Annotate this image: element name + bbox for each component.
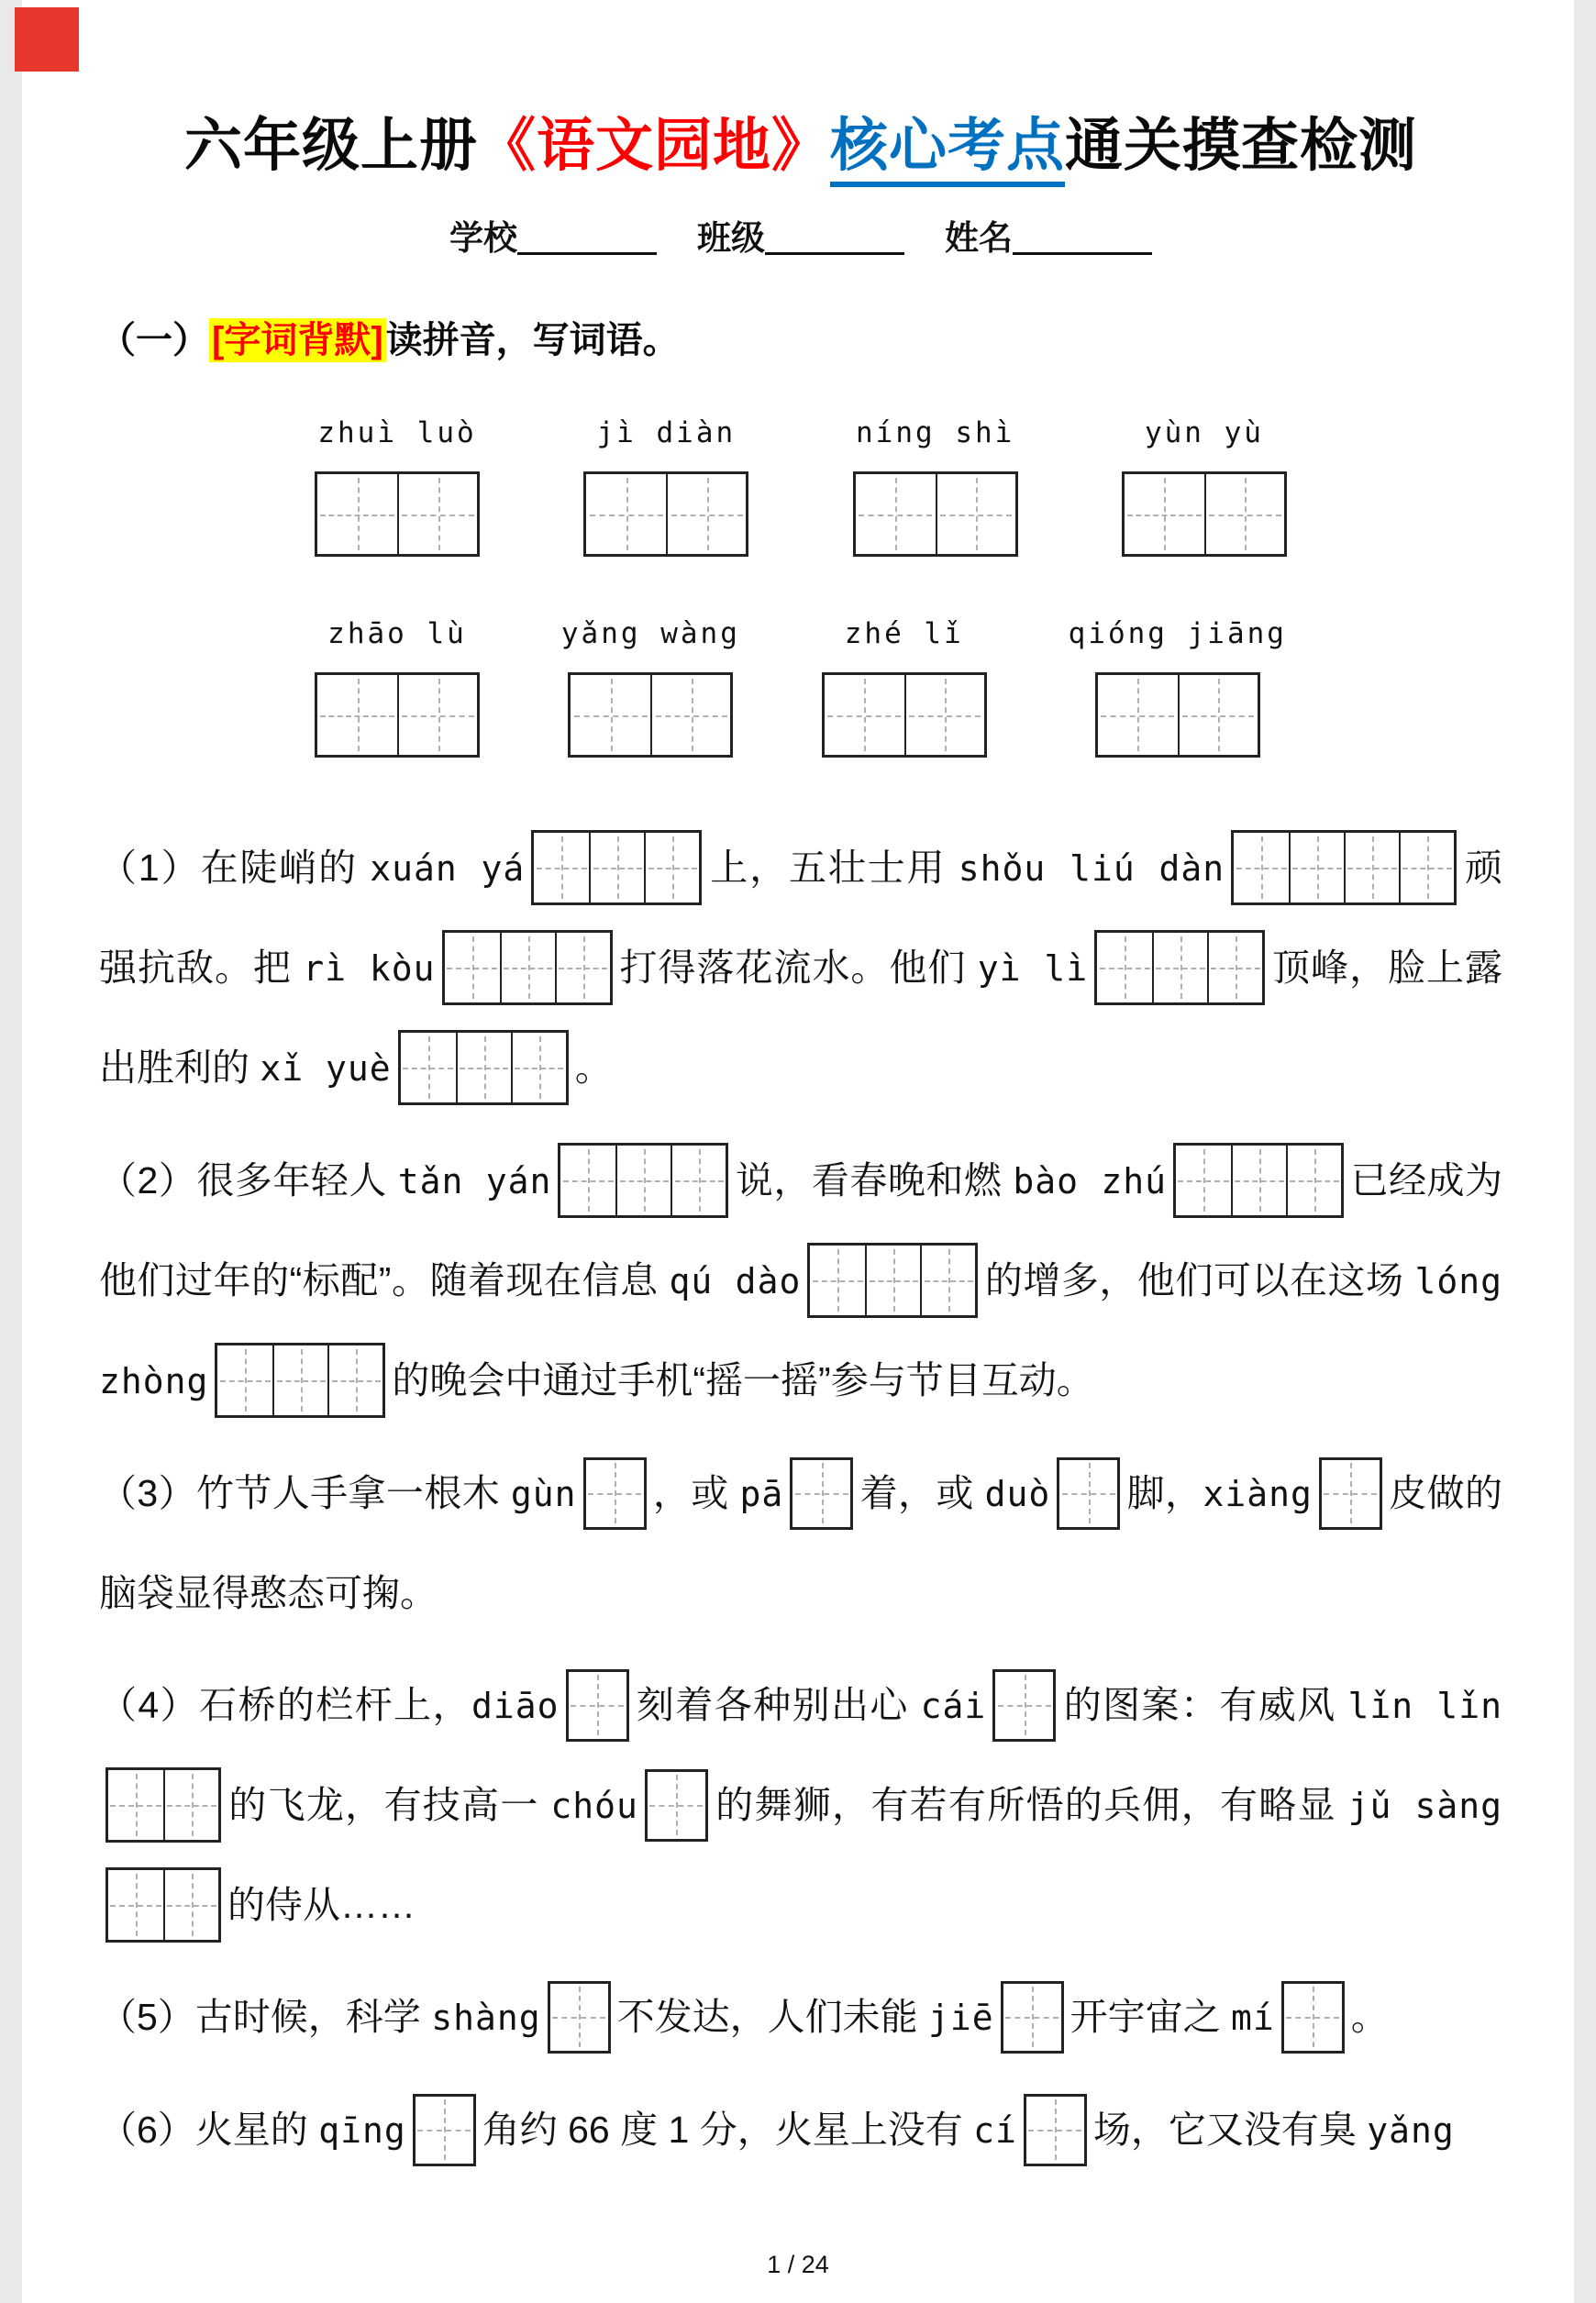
answer-grid[interactable] [398,1030,569,1105]
pinyin-text: jiē [927,1998,994,2038]
pinyin-word-block [822,617,987,758]
pinyin-text: xuán yá [370,848,526,889]
grid-cell[interactable] [1286,1146,1341,1215]
pinyin-row [315,416,1287,557]
answer-grid[interactable] [1122,471,1287,557]
cell-dashed-hline [1347,868,1396,869]
question-text: 顽强抗敌。把 [99,847,1502,989]
title-book-name: 《语文园地》 [478,114,830,178]
pinyin-label: níng shì [856,416,1015,449]
answer-grid[interactable] [1095,672,1260,758]
question-text: （1）在陡峭的 [99,847,371,889]
cell-dashed-hline [1100,968,1150,969]
info-label-school: 学校 [449,219,517,257]
answer-grid[interactable] [1057,1457,1120,1530]
grid-cell[interactable] [327,1345,382,1415]
cell-dashed-hline [1062,1493,1115,1495]
grid-cell[interactable] [511,1033,566,1102]
pinyin-text: jǔ sàng [1347,1786,1503,1826]
pinyin-text: xiàng [1203,1474,1313,1514]
grid-cell[interactable] [648,1772,705,1839]
cell-dashed-hline [1209,515,1280,516]
grid-cell[interactable] [108,1770,163,1840]
cell-dashed-hline [925,1280,973,1282]
question-paragraph [99,2080,1502,2180]
cell-dashed-hline [1402,868,1451,869]
question-paragraph [99,1655,1502,1954]
question-text: （4）石桥的栏杆上， [99,1684,471,1726]
question-paragraph [99,818,1502,1118]
question-text: 的图案：有威风 [1062,1684,1348,1726]
grid-cell[interactable] [416,2097,473,2164]
cell-dashed-hline [320,715,393,717]
grid-cell[interactable] [317,474,397,554]
info-field-school [449,219,657,257]
question-text: 场，它又没有臭 [1092,2109,1368,2151]
cell-dashed-hline [320,515,393,516]
cell-dashed-hline [1235,1180,1283,1182]
pinyin-word-block [1122,416,1287,557]
grid-cell[interactable] [1059,1460,1117,1527]
question-text: 皮做的脑袋显得憨态可掬。 [99,1472,1502,1614]
pinyin-text: yì lì [977,948,1089,989]
pinyin-text: mí [1231,1998,1275,2038]
pinyin-text: lóng zhòng [99,1261,1502,1401]
cell-dashed-hline [460,1068,508,1069]
question-text: 。 [574,1046,613,1089]
cell-dashed-hline [571,1705,624,1707]
title-grade: 六年级上册 [184,114,478,178]
grid-cell[interactable] [108,1870,163,1940]
question-text: 刻着各种别出心 [635,1684,921,1726]
cell-dashed-hline [827,715,901,717]
info-blank-student-name[interactable] [1013,216,1152,255]
pinyin-text: chóu [550,1786,638,1826]
pinyin-text: xǐ yuè [260,1048,392,1089]
pinyin-word-block [583,416,748,557]
pinyin-text: cí [973,2110,1017,2151]
grid-cell[interactable] [1344,833,1399,902]
pinyin-label: zhé lǐ [844,617,964,650]
grid-cell[interactable] [1289,833,1344,902]
grid-cell[interactable] [1178,675,1258,755]
answer-grid[interactable] [807,1243,978,1318]
grid-cell[interactable] [1097,933,1152,1002]
answer-grid[interactable] [1231,830,1457,905]
pinyin-text: qīng [318,2110,406,2151]
cell-dashed-hline [940,515,1012,516]
cell-dashed-hline [1236,868,1287,869]
cell-dashed-hline [795,1493,848,1495]
grid-cell[interactable] [571,675,650,755]
answer-grid[interactable] [215,1343,385,1418]
answer-grid[interactable] [105,1767,221,1843]
pinyin-text: yǎng [1367,2110,1455,2151]
grid-cell[interactable] [1399,833,1454,902]
question-text: 不发达，人们未能 [616,1996,928,2038]
pinyin-label: jì diàn [596,416,737,449]
question-text: 已经成为他们过年的“标配”。随着现在信息 [99,1159,1502,1301]
cell-dashed-hline [402,715,473,717]
answer-grid[interactable] [1024,2094,1087,2166]
cell-dashed-hline [537,868,587,869]
grid-cell[interactable] [671,1146,726,1215]
cell-dashed-hline [110,1805,161,1807]
cell-dashed-hline [870,1280,918,1282]
question-text: （6）火星的 [99,2109,319,2151]
section-tag-highlight: [字词背默] [209,318,386,362]
pinyin-word-block [853,416,1018,557]
question-text: 顶峰，脸上露出胜利的 [99,947,1503,1089]
cell-dashed-hline [593,868,642,869]
grid-cell[interactable] [936,474,1015,554]
cell-dashed-hline [447,968,497,969]
questions-list [99,818,1502,2180]
answer-grid[interactable] [1319,1457,1382,1530]
grid-cell[interactable] [644,833,699,902]
pinyin-label: zhāo lù [327,617,467,650]
grid-cell[interactable] [1207,933,1262,1002]
grid-cell[interactable] [560,1146,615,1215]
grid-cell[interactable] [904,675,984,755]
grid-cell[interactable] [456,1033,511,1102]
question-text: ，或 [652,1472,740,1514]
grid-cell[interactable] [272,1345,327,1415]
grid-cell[interactable] [550,1984,608,2051]
question-text: （3）竹节人手拿一根木 [99,1472,511,1514]
answer-grid[interactable] [442,930,613,1005]
answer-grid[interactable] [531,830,702,905]
question-text: 的飞龙，有技高一 [227,1784,551,1826]
pinyin-text: bào zhú [1013,1161,1167,1201]
grid-cell[interactable] [1125,474,1204,554]
pinyin-label: yùn yù [1144,416,1264,449]
section-number: （一） [99,320,209,360]
grid-cell[interactable] [569,1672,626,1739]
cell-dashed-hline [859,515,932,516]
pinyin-label: qióng jiāng [1068,617,1287,650]
grid-cell[interactable] [1026,2097,1084,2164]
pinyin-word-block [561,617,740,758]
student-info-line [99,210,1502,260]
cell-dashed-hline [1211,968,1259,969]
grid-cell[interactable] [589,833,644,902]
cell-dashed-hline [671,515,743,516]
grid-cell[interactable] [163,1870,218,1940]
answer-grid[interactable] [566,1669,629,1742]
answer-grid[interactable] [315,672,480,758]
grid-cell[interactable] [397,474,477,554]
question-text: 脚， [1126,1472,1203,1514]
grid-cell[interactable] [534,833,589,902]
answer-grid[interactable] [558,1143,728,1218]
grid-cell[interactable] [856,474,936,554]
cell-dashed-hline [403,1068,453,1069]
cell-dashed-hline [620,1180,669,1182]
grid-cell[interactable] [615,1146,671,1215]
info-blank-class[interactable] [765,216,904,255]
section-heading [99,311,1502,363]
pinyin-row [315,617,1287,758]
cell-dashed-hline [813,1280,863,1282]
answer-grid[interactable] [822,672,987,758]
info-field-student-name [945,219,1152,257]
answer-grid[interactable] [315,471,480,557]
grid-cell[interactable] [555,933,610,1002]
grid-cell[interactable] [1234,833,1289,902]
cell-dashed-hline [277,1380,326,1382]
corner-red-marker [15,7,79,72]
cell-dashed-hline [1028,2130,1081,2131]
info-label-student-name: 姓名 [945,219,1013,257]
question-text: 打得落花流水。他们 [618,947,978,989]
grid-cell[interactable] [666,474,746,554]
pinyin-word-block [1069,617,1287,758]
cell-dashed-hline [1286,2017,1339,2019]
grid-cell[interactable] [865,1246,920,1315]
cell-dashed-hline [417,2130,471,2131]
pinyin-text: shàng [431,1998,541,2038]
question-text: 。 [1350,1996,1389,2038]
answer-grid[interactable] [992,1669,1056,1742]
cell-dashed-hline [332,1380,381,1382]
page-title [99,99,1502,183]
section-instruction: 读拼音，写词语。 [385,320,680,360]
cell-dashed-hline [590,515,663,516]
question-text: 的侍从…… [227,1884,416,1926]
cell-dashed-hline [559,968,607,969]
pinyin-label: yǎng wàng [560,617,740,650]
grid-cell[interactable] [586,1460,644,1527]
answer-grid[interactable] [853,471,1018,557]
cell-dashed-hline [574,715,648,717]
cell-dashed-hline [656,715,727,717]
grid-cell[interactable] [1204,474,1284,554]
info-field-class [697,219,904,257]
grid-cell[interactable] [810,1246,865,1315]
grid-cell[interactable] [317,675,397,755]
question-text: 的晚会中通过手机“摇一摇”参与节目互动。 [392,1359,1094,1401]
cell-dashed-hline [909,715,981,717]
pinyin-text: shǒu liú dàn [958,848,1225,889]
cell-dashed-hline [1156,968,1204,969]
question-paragraph [99,1131,1502,1431]
grid-cell[interactable] [1231,1146,1286,1215]
cell-dashed-hline [167,1905,216,1907]
question-text: 说，看春晚和燃 [735,1159,1014,1201]
grid-cell[interactable] [1284,1984,1342,2051]
cell-dashed-hline [515,1068,563,1069]
cell-dashed-hline [1182,715,1254,717]
answer-grid[interactable] [413,2094,476,2166]
grid-cell[interactable] [920,1246,975,1315]
cell-dashed-hline [402,515,473,516]
grid-cell[interactable] [586,474,666,554]
grid-cell[interactable] [1152,933,1207,1002]
cell-dashed-hline [1101,715,1174,717]
question-paragraph [99,1967,1502,2067]
grid-cell[interactable] [650,675,730,755]
grid-cell[interactable] [163,1770,218,1840]
cell-dashed-hline [1324,1493,1377,1495]
cell-dashed-hline [1178,1180,1228,1182]
question-text: 的增多，他们可以在这场 [984,1259,1415,1301]
cell-dashed-hline [1005,2017,1058,2019]
question-text: （2）很多年轻人 [99,1159,398,1201]
answer-grid[interactable] [1094,930,1265,1005]
question-paragraph [99,1444,1502,1643]
question-text: 的舞狮，有若有所悟的兵佣，有略显 [714,1784,1348,1826]
cell-dashed-hline [220,1380,271,1382]
pinyin-word-block [315,617,480,758]
answer-grid[interactable] [583,1457,647,1530]
page-number: 1 / 24 [767,2251,829,2278]
grid-cell[interactable] [1176,1146,1231,1215]
cell-dashed-hline [675,1180,724,1182]
pinyin-text: duò [984,1474,1051,1514]
pinyin-text: lǐn lǐn [1347,1686,1503,1726]
cell-dashed-hline [998,1705,1051,1707]
pinyin-word-grids [315,416,1287,758]
grid-cell[interactable] [445,933,500,1002]
cell-dashed-hline [648,868,697,869]
grid-cell[interactable] [397,675,477,755]
answer-grid[interactable] [583,471,748,557]
info-blank-school[interactable] [517,216,657,255]
question-text: 开宇宙之 [1070,1996,1232,2038]
grid-cell[interactable] [1322,1460,1380,1527]
cell-dashed-hline [504,968,552,969]
pinyin-text: cái [920,1686,987,1726]
cell-dashed-hline [563,1180,614,1182]
answer-grid[interactable] [790,1457,853,1530]
pinyin-word-block [315,416,480,557]
pinyin-text: qú dào [669,1261,802,1301]
question-text: 角约 66 度 1 分，火星上没有 [482,2109,974,2151]
pinyin-text: diāo [471,1686,560,1726]
grid-cell[interactable] [401,1033,456,1102]
cell-dashed-hline [167,1805,216,1807]
answer-grid[interactable] [1281,1981,1345,2054]
cell-dashed-hline [1290,1180,1338,1182]
pinyin-label: zhuì luò [317,416,477,449]
worksheet-page [22,0,1574,2303]
grid-cell[interactable] [500,933,555,1002]
info-label-class: 班级 [697,219,765,257]
question-text: （5）古时候，科学 [99,1996,432,2038]
answer-grid[interactable] [1001,1981,1064,2054]
answer-grid[interactable] [105,1867,221,1943]
grid-cell[interactable] [1003,1984,1061,2051]
grid-cell[interactable] [792,1460,850,1527]
answer-grid[interactable] [1173,1143,1344,1218]
cell-dashed-hline [110,1905,161,1907]
title-key-points: 核心考点 [830,114,1065,187]
cell-dashed-hline [1127,515,1201,516]
grid-cell[interactable] [217,1345,272,1415]
title-test-name: 通关摸查检测 [1065,114,1417,178]
grid-cell[interactable] [1098,675,1178,755]
pinyin-text: pā [739,1474,784,1514]
question-text: 上，五壮士用 [708,847,959,889]
question-text: 着，或 [859,1472,985,1514]
answer-grid[interactable] [645,1769,708,1842]
pinyin-text: tǎn yán [397,1161,552,1201]
pinyin-text: rì kòu [303,948,436,989]
pinyin-text: gùn [510,1474,577,1514]
answer-grid[interactable] [568,672,733,758]
cell-dashed-hline [588,1493,641,1495]
grid-cell[interactable] [825,675,904,755]
answer-grid[interactable] [548,1981,611,2054]
cell-dashed-hline [649,1805,703,1807]
cell-dashed-hline [1292,868,1341,869]
grid-cell[interactable] [995,1672,1053,1739]
cell-dashed-hline [552,2017,605,2019]
